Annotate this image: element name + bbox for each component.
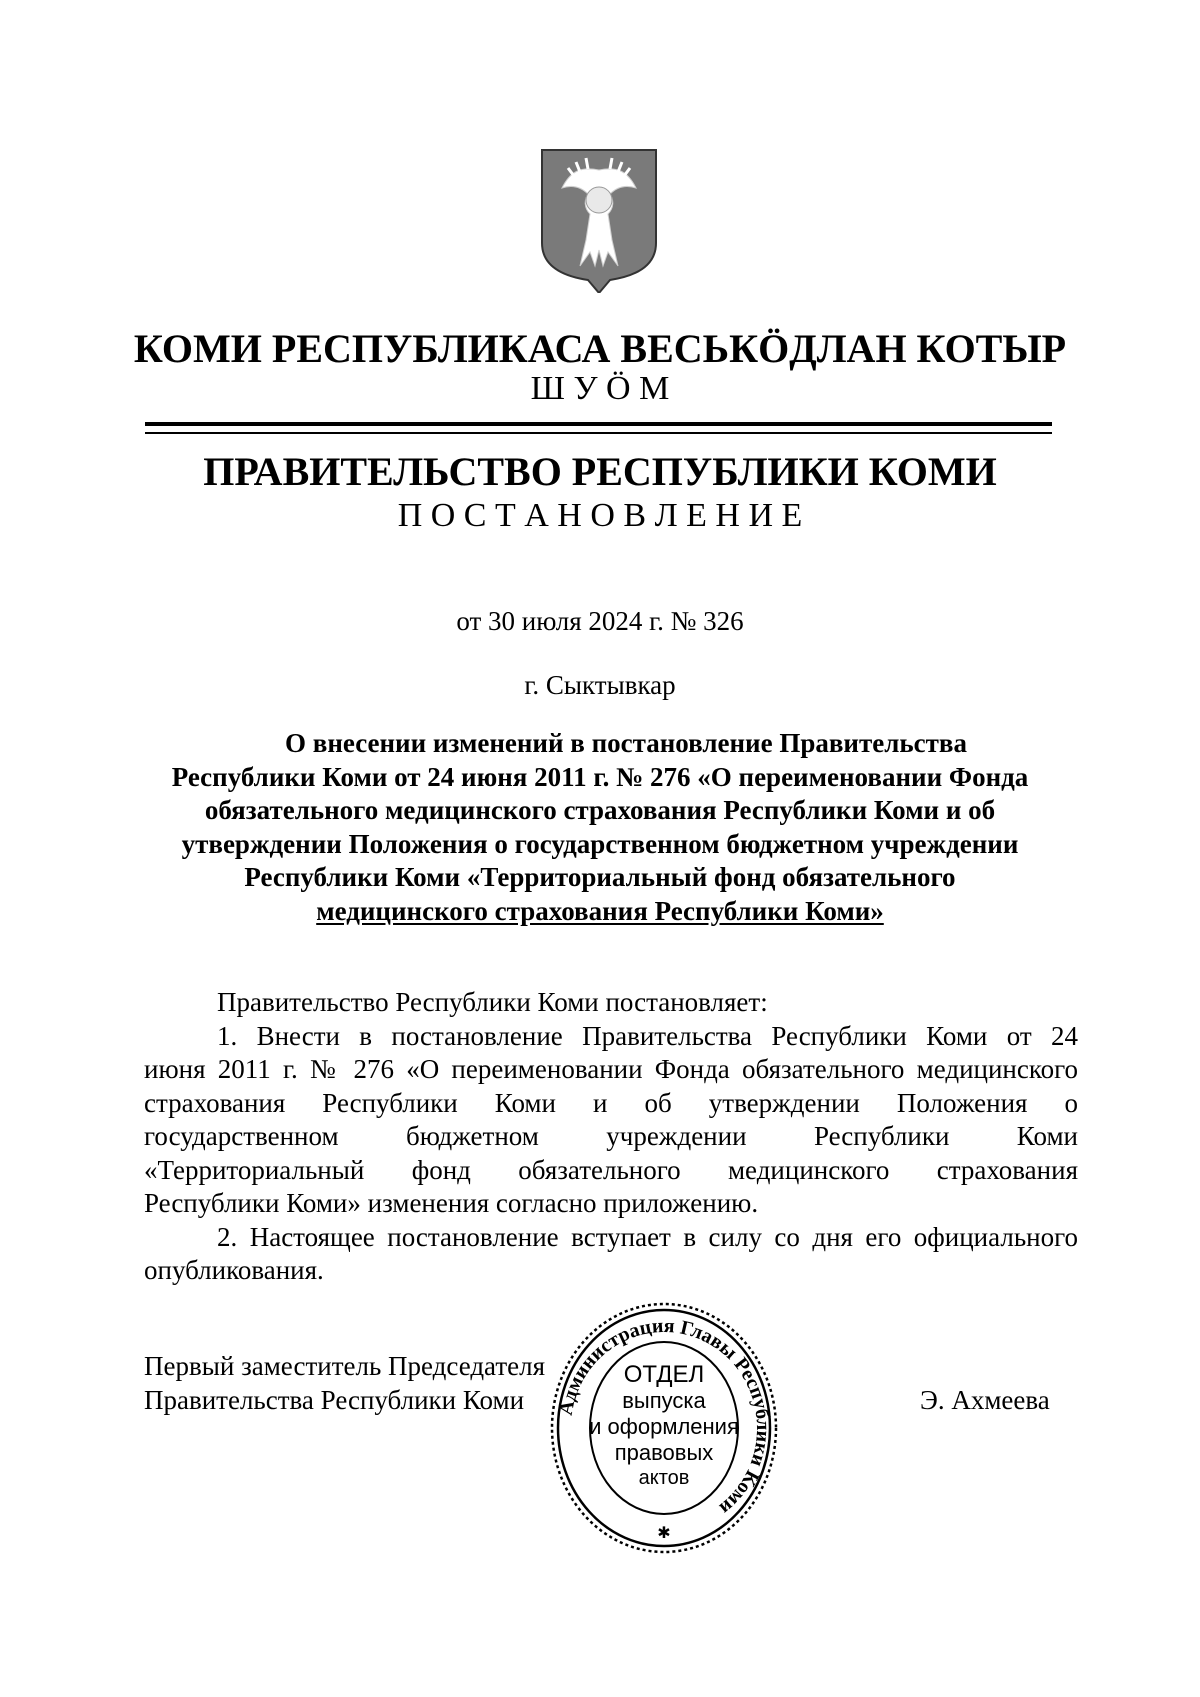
- signer-name: Э. Ахмеева: [920, 1385, 1050, 1415]
- stamp-line: и оформления: [589, 1414, 739, 1439]
- document-body: [144, 986, 1078, 1288]
- gov-title: ПРАВИТЕЛЬСТВО РЕСПУБЛИКИ КОМИ: [203, 449, 997, 494]
- document-type: П О С Т А Н О В Л Е Н И Е: [397, 497, 803, 534]
- body-line: 2. Настоящее постановление вступает в силу со дня его официального: [217, 1221, 1078, 1252]
- intro-paragraph: Правительство Республики Коми постановляет:: [217, 987, 768, 1017]
- komi-subtitle: Ш У Ö М: [530, 370, 670, 407]
- document-title: [150, 727, 1050, 929]
- body-line: опубликования.: [144, 1255, 324, 1285]
- coat-of-arms-emblem: [540, 148, 658, 293]
- title-line: утверждении Положения о государственном бюджетном учреждении: [181, 828, 1019, 859]
- city: г. Сыктывкар: [524, 670, 676, 700]
- body-line: 1. Внести в постановление Правительства Республики Коми от 24: [217, 1020, 1078, 1051]
- signer-position-line2: Правительства Республики Коми: [144, 1385, 525, 1415]
- stamp-line: правовых: [614, 1440, 714, 1465]
- body-line: государственном бюджетном учреждении Республики Коми: [144, 1121, 1078, 1151]
- body-line: июня 2011 г. № 276 «О переименовании Фонда обязательного медицинского: [144, 1054, 1078, 1084]
- header-divider-thin: [145, 432, 1052, 434]
- stamp-ring-text: Администрация Главы Республики Коми: [554, 1314, 775, 1520]
- item-2-paragraph: [144, 1221, 1078, 1288]
- stamp-line: ОТДЕЛ: [623, 1361, 705, 1388]
- header-divider-thick: [145, 422, 1052, 426]
- stamp-line: выпуска: [622, 1388, 706, 1413]
- komi-title: КОМИ РЕСПУБЛИКАСА ВЕСЬКÖДЛАН КОТЫР: [133, 326, 1067, 371]
- title-line: медицинского страхования Республики Коми»: [316, 895, 884, 926]
- star-icon: ✱: [657, 1523, 671, 1542]
- title-line: Республики Коми от 24 июня 2011 г. № 276 «О переименовании Фонда: [171, 761, 1029, 792]
- title-line: О внесении изменений в постановление Правительства: [285, 728, 967, 758]
- official-stamp: [548, 1300, 780, 1556]
- body-line: страхования Республики Коми и об утверждении Положения о: [144, 1087, 1078, 1118]
- title-line: Республики Коми «Территориальный фонд обязательного: [244, 862, 956, 893]
- body-line: «Территориальный фонд обязательного медицинского страхования: [144, 1154, 1078, 1185]
- item-1-paragraph: [144, 1020, 1078, 1221]
- body-line: Республики Коми» изменения согласно приложению.: [144, 1188, 759, 1218]
- stamp-line: актов: [638, 1467, 690, 1489]
- signer-position-line1: Первый заместитель Председателя: [144, 1351, 546, 1381]
- title-line: обязательного медицинского страхования Республики Коми и об: [204, 795, 996, 826]
- date-number: от 30 июля 2024 г. № 326: [456, 606, 744, 636]
